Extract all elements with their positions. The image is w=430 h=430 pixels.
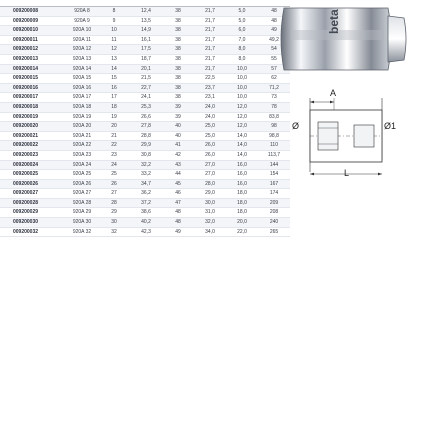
- dimension-l-label: L: [344, 168, 350, 178]
- table-cell: 49: [162, 227, 194, 237]
- table-cell: 39: [162, 102, 194, 112]
- article-code-cell: 009200030: [0, 218, 66, 228]
- table-cell: 62: [258, 74, 290, 84]
- table-cell: 20,0: [226, 218, 258, 228]
- article-code-cell: 009200028: [0, 198, 66, 208]
- table-cell: 21: [98, 131, 130, 141]
- table-cell: 42: [162, 150, 194, 160]
- table-row: [0, 131, 290, 141]
- table-cell: 21,7: [194, 16, 226, 26]
- table-cell: 920A 20: [66, 122, 98, 132]
- table-cell: 33,2: [130, 170, 162, 180]
- table-cell: 10: [98, 26, 130, 36]
- table-cell: 920A 26: [66, 179, 98, 189]
- table-cell: 18: [98, 102, 130, 112]
- table-cell: 22,7: [130, 83, 162, 93]
- article-code-cell: 009200020: [0, 122, 66, 132]
- table-cell: 9: [98, 16, 130, 26]
- table-cell: 26,0: [194, 150, 226, 160]
- table-cell: 29,0: [194, 189, 226, 199]
- table-cell: 38: [162, 26, 194, 36]
- article-code-cell: 009200016: [0, 83, 66, 93]
- table-row: [0, 198, 290, 208]
- table-cell: 32: [98, 227, 130, 237]
- table-cell: 20: [98, 122, 130, 132]
- table-cell: 174: [258, 189, 290, 199]
- table-cell: 16: [98, 83, 130, 93]
- table-cell: 38: [162, 74, 194, 84]
- table-cell: 38: [162, 54, 194, 64]
- article-code-cell: 009200018: [0, 102, 66, 112]
- table-cell: 25,3: [130, 102, 162, 112]
- dimension-a-label: A: [330, 88, 337, 98]
- table-row: [0, 141, 290, 151]
- table-cell: 240: [258, 218, 290, 228]
- table-cell: 21,7: [194, 26, 226, 36]
- table-row: [0, 93, 290, 103]
- table-row: [0, 83, 290, 93]
- article-code-cell: 009200027: [0, 189, 66, 199]
- article-code-cell: 009200021: [0, 131, 66, 141]
- table-row: [0, 150, 290, 160]
- table-row: [0, 122, 290, 132]
- article-code-cell: 009200015: [0, 74, 66, 84]
- table-row: [0, 179, 290, 189]
- table-cell: 920A 32: [66, 227, 98, 237]
- table-cell: 920A 9: [66, 16, 98, 26]
- article-code-cell: 009200029: [0, 208, 66, 218]
- table-cell: 21,5: [130, 74, 162, 84]
- table-cell: 920A 15: [66, 74, 98, 84]
- table-cell: 8: [98, 7, 130, 17]
- table-row: [0, 7, 290, 17]
- table-cell: 12: [98, 45, 130, 55]
- table-cell: 920A 21: [66, 131, 98, 141]
- table-cell: 20,1: [130, 64, 162, 74]
- table-cell: 920A 18: [66, 102, 98, 112]
- table-body: [0, 7, 290, 237]
- table-cell: 41: [162, 141, 194, 151]
- table-cell: 920A 27: [66, 189, 98, 199]
- table-cell: 14,9: [130, 26, 162, 36]
- table-cell: 78: [258, 102, 290, 112]
- table-cell: 26,6: [130, 112, 162, 122]
- table-cell: 920A 12: [66, 45, 98, 55]
- table-cell: 28,8: [130, 131, 162, 141]
- table-cell: 8,0: [226, 45, 258, 55]
- table-cell: 19: [98, 112, 130, 122]
- table-cell: 920A 29: [66, 208, 98, 218]
- table-cell: 30,8: [130, 150, 162, 160]
- table-cell: 28,0: [194, 179, 226, 189]
- table-cell: 15: [98, 74, 130, 84]
- table-cell: 24,1: [130, 93, 162, 103]
- table-cell: 167: [258, 179, 290, 189]
- table-cell: 208: [258, 208, 290, 218]
- table-row: [0, 160, 290, 170]
- brand-text: beta: [327, 9, 341, 34]
- table-cell: 25,0: [194, 122, 226, 132]
- table-cell: 10,0: [226, 64, 258, 74]
- table-cell: 16,0: [226, 179, 258, 189]
- dimension-diameter-label: Ø: [292, 121, 300, 131]
- table-cell: 42,3: [130, 227, 162, 237]
- table-cell: 13: [98, 54, 130, 64]
- table-cell: 31,0: [194, 208, 226, 218]
- table-row: [0, 102, 290, 112]
- table-cell: 920A 10: [66, 26, 98, 36]
- table-cell: 38: [162, 7, 194, 17]
- table-cell: 18,0: [226, 189, 258, 199]
- table-cell: 5,0: [226, 7, 258, 17]
- table-cell: 39: [162, 112, 194, 122]
- article-code-cell: 009200011: [0, 35, 66, 45]
- table-row: [0, 16, 290, 26]
- table-row: [0, 45, 290, 55]
- table-cell: 34,7: [130, 179, 162, 189]
- table-cell: 30: [98, 218, 130, 228]
- table-cell: 83,8: [258, 112, 290, 122]
- table-cell: 38,6: [130, 208, 162, 218]
- article-code-cell: 009200025: [0, 170, 66, 180]
- table-cell: 920A 24: [66, 160, 98, 170]
- table-cell: 98,8: [258, 131, 290, 141]
- table-row: [0, 112, 290, 122]
- table-cell: 54: [258, 45, 290, 55]
- article-code-cell: 009200010: [0, 26, 66, 36]
- article-code-cell: 009200017: [0, 93, 66, 103]
- table-row: [0, 218, 290, 228]
- table-cell: 45: [162, 179, 194, 189]
- table-cell: 40: [162, 122, 194, 132]
- table-cell: 25,0: [194, 131, 226, 141]
- table-cell: 40: [162, 131, 194, 141]
- table-cell: 48: [258, 16, 290, 26]
- table-cell: 920A 17: [66, 93, 98, 103]
- table-cell: 920A 14: [66, 64, 98, 74]
- table-cell: 21,7: [194, 35, 226, 45]
- table-cell: 920A 30: [66, 218, 98, 228]
- technical-drawing: [282, 84, 422, 184]
- article-code-cell: 009200013: [0, 54, 66, 64]
- table-cell: 17,5: [130, 45, 162, 55]
- table-cell: 920A 25: [66, 170, 98, 180]
- table-cell: 24,0: [194, 112, 226, 122]
- article-code-cell: 009200032: [0, 227, 66, 237]
- table-cell: 7,0: [226, 35, 258, 45]
- table-cell: 48: [162, 208, 194, 218]
- table-cell: 154: [258, 170, 290, 180]
- table-row: [0, 26, 290, 36]
- table-row: [0, 170, 290, 180]
- table-cell: 6,0: [226, 26, 258, 36]
- table-cell: 13,5: [130, 16, 162, 26]
- table-cell: 8,0: [226, 54, 258, 64]
- table-cell: 27,0: [194, 170, 226, 180]
- table-cell: 37,2: [130, 198, 162, 208]
- table-cell: 12,0: [226, 112, 258, 122]
- table-cell: 22,5: [194, 74, 226, 84]
- dimension-diameter-1-label: Ø1: [384, 121, 397, 131]
- table-cell: 27: [98, 189, 130, 199]
- table-cell: 12,0: [226, 102, 258, 112]
- table-cell: 38: [162, 64, 194, 74]
- table-cell: 144: [258, 160, 290, 170]
- table-row: [0, 54, 290, 64]
- table-cell: 17: [98, 93, 130, 103]
- article-code-cell: 009200012: [0, 45, 66, 55]
- article-code-cell: 009200008: [0, 7, 66, 17]
- table-cell: 40,2: [130, 218, 162, 228]
- table-cell: 22,0: [226, 227, 258, 237]
- table-cell: 12,4: [130, 7, 162, 17]
- table-cell: 71,2: [258, 83, 290, 93]
- table-cell: 265: [258, 227, 290, 237]
- table-cell: 26: [98, 179, 130, 189]
- table-cell: 21,7: [194, 54, 226, 64]
- table-cell: 44: [162, 170, 194, 180]
- table-cell: 18,0: [226, 208, 258, 218]
- table-cell: 10,0: [226, 93, 258, 103]
- table-row: [0, 189, 290, 199]
- table-cell: 18,7: [130, 54, 162, 64]
- article-code-cell: 009200026: [0, 179, 66, 189]
- table-cell: 34,0: [194, 227, 226, 237]
- table-cell: 920A 23: [66, 150, 98, 160]
- table-cell: 14: [98, 64, 130, 74]
- table-cell: 18,0: [226, 198, 258, 208]
- article-code-cell: 009200024: [0, 160, 66, 170]
- table-cell: 12,0: [226, 122, 258, 132]
- table-cell: 73: [258, 93, 290, 103]
- table-cell: 48: [258, 7, 290, 17]
- table-cell: 22: [98, 141, 130, 151]
- table-cell: 36,2: [130, 189, 162, 199]
- table-cell: 29: [98, 208, 130, 218]
- table-cell: 55: [258, 54, 290, 64]
- table-row: [0, 227, 290, 237]
- table-cell: 27,8: [130, 122, 162, 132]
- table-cell: 5,0: [226, 16, 258, 26]
- table-cell: 25: [98, 170, 130, 180]
- table-cell: 57: [258, 64, 290, 74]
- table-row: [0, 74, 290, 84]
- table-cell: 10,0: [226, 74, 258, 84]
- table-cell: 920A 11: [66, 35, 98, 45]
- table-cell: 24: [98, 160, 130, 170]
- table-cell: 28: [98, 198, 130, 208]
- table-cell: 24,0: [194, 102, 226, 112]
- table-cell: 21,7: [194, 7, 226, 17]
- table-cell: 110: [258, 141, 290, 151]
- article-code-cell: 009200009: [0, 16, 66, 26]
- table-cell: 920A 13: [66, 54, 98, 64]
- table-cell: 10,0: [226, 83, 258, 93]
- table-cell: 11: [98, 35, 130, 45]
- table-cell: 113,7: [258, 150, 290, 160]
- article-code-cell: 009200014: [0, 64, 66, 74]
- table-cell: 38: [162, 35, 194, 45]
- table-row: [0, 35, 290, 45]
- table-cell: 16,0: [226, 170, 258, 180]
- table-row: [0, 208, 290, 218]
- table-cell: 920A 19: [66, 112, 98, 122]
- table-cell: 38: [162, 16, 194, 26]
- table-cell: 16,1: [130, 35, 162, 45]
- table-cell: 46: [162, 189, 194, 199]
- table-cell: 14,0: [226, 131, 258, 141]
- table-cell: 920A 8: [66, 7, 98, 17]
- table-cell: 49: [258, 26, 290, 36]
- table-cell: 48: [162, 218, 194, 228]
- table-cell: 38: [162, 83, 194, 93]
- table-row: [0, 64, 290, 74]
- table-cell: 26,0: [194, 141, 226, 151]
- table-cell: 32,0: [194, 218, 226, 228]
- table-cell: 920A 28: [66, 198, 98, 208]
- table-cell: 21,7: [194, 45, 226, 55]
- table-cell: 14,0: [226, 150, 258, 160]
- table-cell: 16,0: [226, 160, 258, 170]
- table-cell: 920A 22: [66, 141, 98, 151]
- table-cell: 43: [162, 160, 194, 170]
- article-code-cell: 009200022: [0, 141, 66, 151]
- table-cell: 23,7: [194, 83, 226, 93]
- table-cell: 29,9: [130, 141, 162, 151]
- socket-photo: [268, 0, 418, 78]
- table-cell: 209: [258, 198, 290, 208]
- table-cell: 30,0: [194, 198, 226, 208]
- table-cell: 14,0: [226, 141, 258, 151]
- table-cell: 21,7: [194, 64, 226, 74]
- table-cell: 47: [162, 198, 194, 208]
- article-code-cell: 009200019: [0, 112, 66, 122]
- article-code-cell: 009200023: [0, 150, 66, 160]
- table-cell: 32,2: [130, 160, 162, 170]
- table-cell: 23: [98, 150, 130, 160]
- spec-table: [0, 0, 290, 237]
- table-cell: 38: [162, 45, 194, 55]
- table-cell: 27,0: [194, 160, 226, 170]
- table-cell: 49,2: [258, 35, 290, 45]
- table-cell: 38: [162, 93, 194, 103]
- table-cell: 920A 16: [66, 83, 98, 93]
- table-cell: 23,1: [194, 93, 226, 103]
- table-cell: 98: [258, 122, 290, 132]
